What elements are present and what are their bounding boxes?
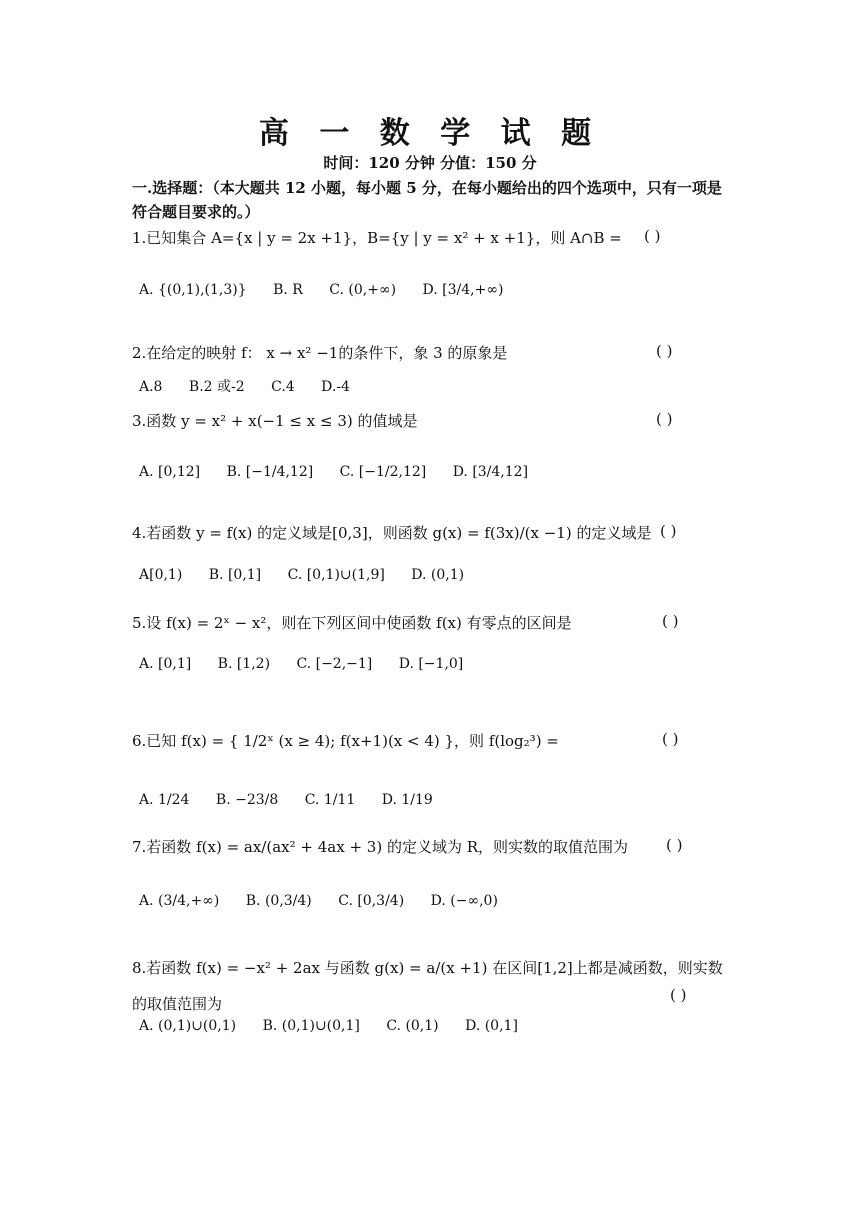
question-4-options [139,567,486,583]
option-b: B. [0,1] [208,567,262,583]
question-7-options [139,893,520,909]
option-b: B. (0,1)∪(0,1] [262,1018,360,1034]
question-1-answer-blank: ( ) [644,227,661,245]
option-a: A[0,1) [139,567,183,583]
option-b: B. −23/8 [215,792,279,808]
question-2-options [139,376,372,396]
question-1-options [139,282,525,298]
option-b: B. R [273,282,303,298]
option-d: D. [−1,0] [398,656,464,672]
option-b: B. [−1/4,12] [226,464,314,480]
question-6-stem: 6.已知 f(x) = { 1/2ˣ (x ≥ 4); f(x+1)(x < 4) }，则 f(log₂³) = [132,732,559,750]
option-c: C. [0,3/4) [338,893,405,909]
question-5-answer-blank: ( ) [662,612,679,630]
question-3-stem: 3.函数 y = x² + x(−1 ≤ x ≤ 3) 的值域是 [132,412,418,430]
option-d: D. [3/4,+∞) [422,282,504,298]
option-a: A. {(0,1),(1,3)} [139,282,247,298]
option-a: A. [0,12] [139,464,201,480]
page-title: 高 一 数 学 试 题 [258,116,602,151]
question-8-options [139,1018,540,1034]
option-c: C. [−2,−1] [296,656,373,672]
option-d: D. (0,1] [465,1018,518,1034]
option-a: A. 1/24 [139,792,190,808]
option-a: A.8 [139,379,163,395]
option-b: B.2 或-2 [188,379,245,395]
option-c: C. [0,1)∪(1,9] [287,567,385,583]
question-6-answer-blank: ( ) [662,730,679,748]
option-c: C. 1/11 [304,792,356,808]
option-c: C. (0,1) [386,1018,439,1034]
option-d: D. (−∞,0) [430,893,498,909]
question-5-options [139,656,485,672]
option-a: A. (3/4,+∞) [139,893,220,909]
option-d: D. (0,1) [411,567,465,583]
option-b: B. (0,3/4) [245,893,312,909]
question-6-options [139,792,455,808]
exam-info: 时间：120 分钟 分值：150 分 [323,154,537,172]
question-5-stem: 5.设 f(x) = 2ˣ − x²，则在下列区间中使函数 f(x) 有零点的区间是 [132,614,572,632]
section-heading: 一.选择题：（本大题共 12 小题，每小题 5 分，在每小题给出的四个选项中，只有一项是符合题目要求的。） [132,179,722,221]
question-8-stem: 8.若函数 f(x) = −x² + 2ax 与函数 g(x) = a/(x +1) 在区间[1,2]上都是减函数，则实数的取值范围为 [132,959,723,1013]
option-c: C.4 [271,379,295,395]
question-3-options [139,464,550,480]
question-8-answer-blank: ( ) [670,986,687,1004]
option-d: D. [3/4,12] [452,464,529,480]
question-2-answer-blank: ( ) [656,342,673,360]
question-1-stem: 1.已知集合 A={x | y = 2x +1}，B={y | y = x² + x +1}，则 A∩B = [132,229,622,247]
question-7-stem: 7.若函数 f(x) = ax/(ax² + 4ax + 3) 的定义域为 R，则实数的取值范围为 [132,838,629,856]
question-4-stem: 4.若函数 y = f(x) 的定义域是[0,3]，则函数 g(x) = f(3x)/(x −1) 的定义域是 [132,524,652,542]
option-c: C. (0,+∞) [329,282,397,298]
option-d: D. 1/19 [381,792,433,808]
option-a: A. (0,1)∪(0,1) [139,1018,237,1034]
option-c: C. [−1/2,12] [339,464,427,480]
option-d: D.-4 [321,379,350,395]
question-4-answer-blank: ( ) [660,522,677,540]
question-3-answer-blank: ( ) [656,410,673,428]
question-7-answer-blank: ( ) [666,836,683,854]
option-b: B. [1,2) [217,656,271,672]
question-2-stem: 2.在给定的映射 f： x → x² −1的条件下，象 3 的原象是 [132,344,508,362]
option-a: A. [0,1] [139,656,192,672]
